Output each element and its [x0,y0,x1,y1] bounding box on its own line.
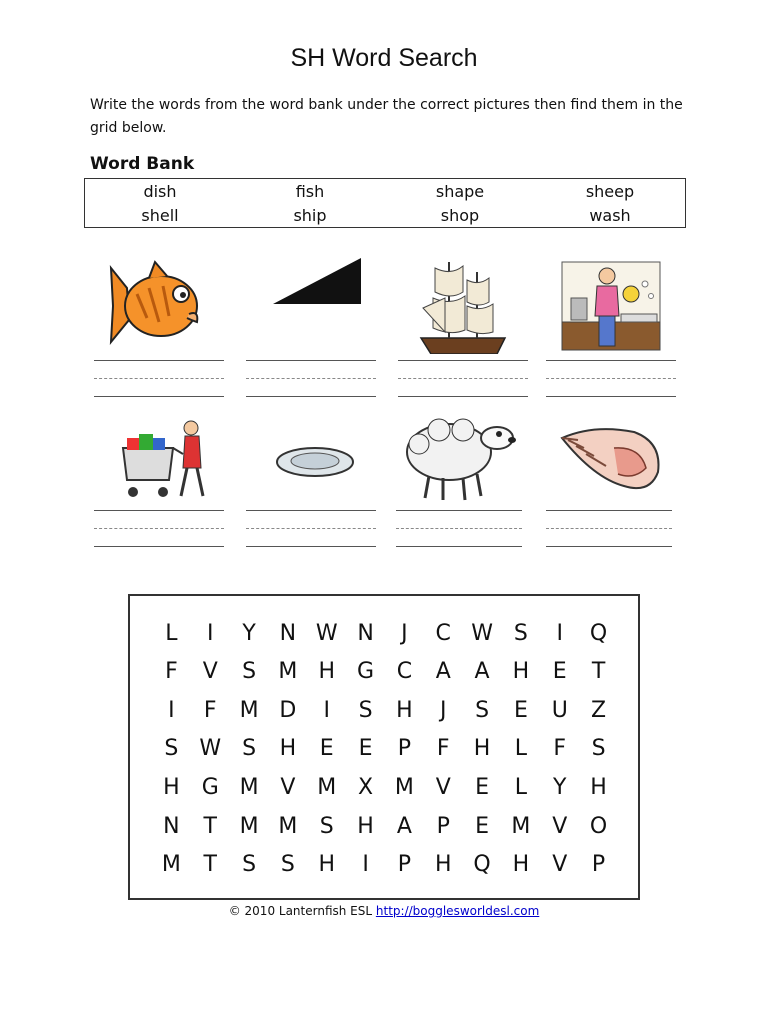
grid-letter[interactable]: E [319,736,334,762]
grid-letter[interactable]: M [394,775,414,801]
grid-letter[interactable]: F [436,736,450,762]
website-link[interactable]: http://bogglesworldesl.com [375,904,540,918]
grid-letter[interactable]: Y [553,775,567,801]
grid-letter[interactable]: J [401,620,408,646]
grid-letter[interactable]: H [512,659,530,685]
grid-letter[interactable]: A [474,659,490,685]
grid-letter[interactable]: G [201,775,219,801]
grid-letter[interactable]: H [318,659,336,685]
grid-letter[interactable]: A [396,813,412,839]
grid-letter[interactable]: X [358,775,374,801]
grid-letter[interactable]: H [318,852,336,878]
grid-letter[interactable]: I [362,852,369,878]
grid-letter[interactable]: F [165,659,178,685]
grid-letter[interactable]: H [163,775,180,801]
word-bank-word: dish [143,181,177,201]
page-title: SH Word Search [290,44,478,72]
picture-cell-ship [398,258,528,408]
grid-letter[interactable]: P [397,736,412,762]
grid-letter[interactable]: C [435,620,451,646]
grid-letter[interactable]: S [475,697,490,723]
grid-letter[interactable]: I [323,697,330,723]
grid-letter[interactable]: V [435,775,451,801]
word-bank-word: shape [435,181,485,201]
grid-letter[interactable]: Y [242,620,256,646]
grid-letter[interactable]: M [511,813,531,839]
instructions: Write the words from the word bank under the correct pictures then find them in the grid below. [90,97,683,136]
grid-letter[interactable]: O [589,813,608,839]
grid-letter[interactable]: S [319,813,334,839]
grid-letter[interactable]: M [278,813,298,839]
word-search-grid [152,614,618,884]
grid-letter[interactable]: E [552,659,567,685]
grid-letter[interactable]: E [513,697,528,723]
grid-letter[interactable]: H [396,697,413,723]
grid-letter[interactable]: M [278,659,298,685]
grid-letter[interactable]: I [556,620,563,646]
grid-letter[interactable]: T [591,659,606,685]
picture-cell-fish [94,258,224,408]
dish-icon [261,418,361,504]
footer [0,904,768,918]
picture-cell-shape [246,258,376,408]
grid-letter[interactable]: L [514,736,528,762]
grid-letter[interactable]: S [591,736,606,762]
grid-letter[interactable]: N [279,620,297,646]
grid-letter[interactable]: H [279,736,297,762]
seashell-icon [554,418,664,504]
grid-letter[interactable]: V [202,659,218,685]
picture-cell-wash [546,258,676,408]
washing-dishes-icon [561,258,661,354]
sailing-ship-icon [413,258,513,354]
triangle-shape-icon [261,258,361,354]
grid-letter[interactable]: C [396,659,413,685]
picture-cell-shell [546,418,672,558]
grid-letter[interactable]: E [358,736,373,762]
grid-letter[interactable]: W [199,736,222,762]
grid-letter[interactable]: N [357,620,374,646]
grid-letter[interactable]: A [435,659,451,685]
grid-letter[interactable]: G [357,659,375,685]
grid-letter[interactable]: W [315,620,338,646]
grid-letter[interactable]: V [280,775,296,801]
grid-letter[interactable]: W [471,620,493,646]
grid-letter[interactable]: Q [589,620,608,646]
grid-letter[interactable]: I [168,697,175,723]
grid-letter[interactable]: E [475,775,490,801]
word-bank [84,178,686,228]
grid-letter[interactable]: M [317,775,337,801]
word-bank-word: shell [141,205,179,225]
grid-letter[interactable]: E [475,813,490,839]
grid-letter[interactable]: T [203,813,217,839]
word-bank-heading: Word Bank [90,154,195,174]
shopping-cart-icon [109,418,209,504]
grid-letter[interactable]: S [242,659,257,685]
grid-letter[interactable]: S [164,736,179,762]
grid-letter[interactable]: P [436,813,450,839]
grid-letter[interactable]: M [239,775,259,801]
picture-cell-shop [94,418,224,558]
picture-cell-sheep [396,404,522,558]
grid-letter[interactable]: T [203,852,217,878]
word-bank-word: sheep [585,181,635,201]
grid-letter[interactable]: H [473,736,491,762]
fish-icon [109,258,209,354]
grid-letter[interactable]: J [439,697,447,723]
grid-letter[interactable]: V [552,813,568,839]
grid-letter[interactable]: M [239,813,259,839]
grid-letter[interactable]: U [551,697,568,723]
grid-letter[interactable]: H [434,852,452,878]
sheep-icon [399,404,519,504]
grid-letter[interactable]: F [553,736,567,762]
grid-letter[interactable]: S [358,697,373,723]
grid-letter[interactable]: L [514,775,528,801]
grid-letter[interactable]: Q [473,852,491,878]
grid-letter[interactable]: M [161,852,181,878]
word-bank-word: fish [295,181,325,201]
grid-letter[interactable]: Z [591,697,607,723]
grid-letter[interactable]: M [239,697,259,723]
grid-letter[interactable]: H [357,813,374,839]
grid-letter[interactable]: S [280,852,295,878]
grid-letter[interactable]: F [203,697,217,723]
word-bank-word: wash [589,205,631,225]
copyright-text: © 2010 Lanternfish ESL [228,904,373,918]
grid-letter[interactable]: V [552,852,568,878]
word-bank-word: shop [440,205,480,225]
grid-letter[interactable]: S [513,620,528,646]
grid-letter[interactable]: S [242,736,257,762]
grid-letter[interactable]: H [512,852,530,878]
grid-letter[interactable]: I [206,620,214,646]
grid-letter[interactable]: H [590,775,607,801]
grid-letter[interactable]: P [397,852,412,878]
grid-letter[interactable]: N [163,813,180,839]
grid-letter[interactable]: L [165,620,178,646]
grid-letter[interactable]: D [279,697,297,723]
word-search-box [128,594,640,900]
word-bank-word: ship [293,205,327,225]
grid-letter[interactable]: S [242,852,257,878]
picture-cell-dish [246,418,376,558]
grid-letter[interactable]: P [591,852,606,878]
